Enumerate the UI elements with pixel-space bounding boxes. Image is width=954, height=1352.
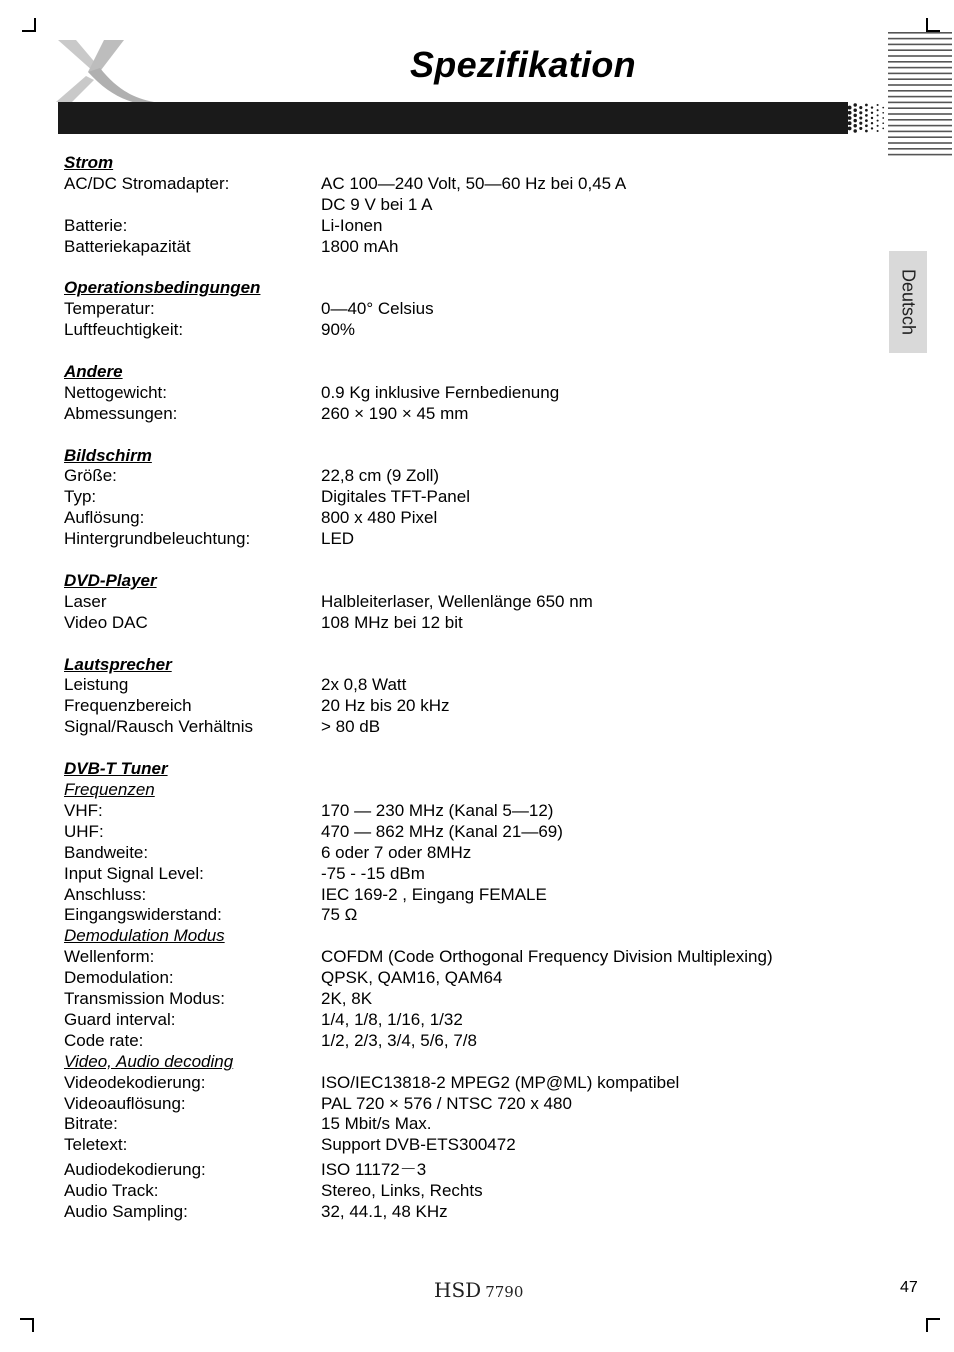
spec-value: 2x 0,8 Watt [321, 675, 407, 695]
spec-row [64, 1114, 864, 1135]
crop-mark-top-left [22, 18, 36, 32]
model-number: 7790 [485, 1283, 524, 1301]
spec-label: Audio Track: [64, 1181, 159, 1201]
section-heading: DVD-Player [64, 571, 157, 590]
spec-value: 170 — 230 MHz (Kanal 5—12) [321, 800, 554, 820]
spec-label: Signal/Rausch Verhältnis [64, 717, 254, 737]
spec-label: VHF: [64, 800, 103, 820]
spec-value: Stereo, Links, Rechts [321, 1181, 483, 1201]
spec-row [64, 404, 864, 425]
section-subheading: Demodulation Modus [64, 926, 225, 946]
spec-value: 0—40° Celsius [321, 299, 434, 319]
spec-value: 32, 44.1, 48 KHz [321, 1202, 448, 1222]
spec-row [64, 1202, 864, 1223]
spec-row [64, 320, 864, 341]
spec-row [64, 968, 864, 989]
spec-section [64, 278, 864, 341]
spec-label: Eingangswiderstand: [64, 905, 222, 925]
spec-row [64, 885, 864, 906]
spec-row [64, 1010, 864, 1031]
spec-value: 800 x 480 Pixel [321, 508, 438, 528]
spec-row [64, 1160, 864, 1181]
header-bar [58, 102, 848, 134]
spec-label: Hintergrundbeleuchtung: [64, 529, 251, 549]
spec-row [64, 237, 864, 258]
spec-label: Demodulation: [64, 968, 174, 988]
spec-row [64, 216, 864, 237]
spec-row [64, 592, 864, 613]
spec-row [64, 174, 864, 216]
spec-value: 2K, 8K [321, 989, 373, 1009]
spec-value: 20 Hz bis 20 kHz [321, 696, 450, 716]
spec-label: Code rate: [64, 1030, 144, 1050]
corner-stripe-pattern [888, 30, 952, 158]
spec-value: PAL 720 × 576 / NTSC 720 x 480 [321, 1093, 572, 1113]
specification-list [64, 153, 864, 1244]
section-subheading: Frequenzen [64, 779, 155, 799]
section-heading: Operationsbedingungen [64, 278, 261, 298]
spec-value: Digitales TFT-Panel [321, 487, 470, 507]
spec-row [64, 843, 864, 864]
spec-section [64, 362, 864, 425]
spec-label: Auflösung: [64, 508, 145, 528]
spec-value: 1800 mAh [321, 236, 399, 256]
spec-value: 470 — 862 MHz (Kanal 21—69) [321, 821, 563, 841]
language-tab [889, 251, 927, 353]
header-dot-pattern [840, 102, 886, 134]
section-heading: Strom [64, 153, 114, 172]
spec-label: Abmessungen: [64, 403, 178, 423]
spec-label: Anschluss: [64, 884, 147, 904]
spec-label: Batterie: [64, 215, 128, 235]
spec-row [64, 613, 864, 634]
section-heading: Lautsprecher [64, 654, 172, 674]
spec-label: Typ: [64, 487, 97, 507]
page-title: Spezifikation [410, 44, 636, 85]
spec-row [64, 947, 864, 968]
spec-value: 1/4, 1/8, 1/16, 1/32 [321, 1009, 463, 1029]
spec-label: UHF: [64, 821, 104, 841]
section-heading: Bildschirm [64, 445, 152, 465]
spec-row [64, 487, 864, 508]
spec-row [64, 1135, 864, 1156]
spec-row [64, 529, 864, 550]
model-brand: HSD [434, 1278, 482, 1302]
crop-mark-bottom-left [20, 1318, 34, 1332]
spec-value: IEC 169-2 , Eingang FEMALE [321, 884, 547, 904]
spec-value: 75 Ω [321, 905, 358, 925]
spec-value: 0.9 Kg inklusive Fernbedienung [321, 382, 560, 402]
spec-label: Audiodekodierung: [64, 1160, 206, 1180]
language-tab-label: Deutsch [898, 268, 919, 336]
spec-row [64, 864, 864, 885]
spec-section [64, 153, 864, 258]
section-heading: Andere [64, 362, 123, 381]
spec-row [64, 299, 864, 320]
spec-value: LED [321, 529, 355, 549]
spec-value: > 80 dB [321, 717, 381, 737]
spec-value: 260 × 190 × 45 mm [321, 403, 469, 423]
spec-label: Temperatur: [64, 299, 155, 319]
spec-value: QPSK, QAM16, QAM64 [321, 968, 503, 988]
section-subheading: Video, Audio decoding [64, 1051, 234, 1071]
spec-value: 1/2, 2/3, 3/4, 5/6, 7/8 [321, 1030, 477, 1050]
spec-value: 22,8 cm (9 Zoll) [321, 466, 440, 486]
spec-label: Bitrate: [64, 1114, 118, 1134]
spec-row [64, 801, 864, 822]
spec-value: ISO/IEC13818-2 MPEG2 (MP@ML) kompatibel [321, 1072, 680, 1092]
spec-row [64, 822, 864, 843]
section-heading: DVB-T Tuner [64, 759, 168, 779]
spec-value: 15 Mbit/s Max. [321, 1114, 432, 1134]
spec-row [64, 696, 864, 717]
spec-row [64, 1094, 864, 1115]
spec-label: Audio Sampling: [64, 1202, 188, 1222]
model-label [434, 1278, 523, 1302]
spec-label: Video DAC [64, 612, 148, 632]
spec-section [64, 759, 864, 1223]
spec-label: Nettogewicht: [64, 382, 167, 402]
spec-value: 90% [321, 320, 356, 340]
crop-mark-bottom-right [926, 1318, 940, 1332]
spec-value: AC 100—240 Volt, 50—60 Hz bei 0,45 A DC 9 V bei 1 A [321, 173, 627, 214]
spec-row [64, 466, 864, 487]
spec-value: Halbleiterlaser, Wellenlänge 650 nm [321, 591, 593, 611]
brand-x-logo [54, 36, 158, 106]
spec-row [64, 675, 864, 696]
spec-label: Bandweite: [64, 842, 149, 862]
spec-label: AC/DC Stromadapter: [64, 173, 230, 193]
spec-row [64, 905, 864, 926]
spec-label: Luftfeuchtigkeit: [64, 320, 184, 340]
page-number: 47 [900, 1279, 918, 1296]
spec-label: Transmission Modus: [64, 989, 225, 1009]
spec-label: Laser [64, 591, 107, 611]
spec-row [64, 989, 864, 1010]
spec-value: COFDM (Code Orthogonal Frequency Division Multiplexing) [321, 947, 773, 967]
spec-value: ISO 11172－3 [321, 1160, 427, 1180]
spec-section [64, 446, 864, 551]
spec-label: Videoauflösung: [64, 1093, 186, 1113]
spec-row [64, 1181, 864, 1202]
spec-section [64, 655, 864, 739]
spec-value: -75 - -15 dBm [321, 863, 425, 883]
spec-section [64, 571, 864, 634]
spec-row [64, 1031, 864, 1052]
spec-label: Frequenzbereich [64, 696, 192, 716]
spec-value: 108 MHz bei 12 bit [321, 612, 463, 632]
spec-label: Videodekodierung: [64, 1072, 206, 1092]
spec-row [64, 383, 864, 404]
spec-value: 6 oder 7 oder 8MHz [321, 842, 472, 862]
spec-label: Teletext: [64, 1135, 128, 1155]
spec-label: Batteriekapazität [64, 236, 191, 256]
spec-row [64, 508, 864, 529]
spec-label: Wellenform: [64, 947, 155, 967]
spec-label: Größe: [64, 466, 117, 486]
spec-value: Support DVB-ETS300472 [321, 1135, 516, 1155]
spec-label: Input Signal Level: [64, 863, 204, 883]
spec-row [64, 717, 864, 738]
spec-label: Leistung [64, 675, 129, 695]
spec-value: Li-Ionen [321, 215, 383, 235]
spec-label: Guard interval: [64, 1009, 176, 1029]
spec-row [64, 1073, 864, 1094]
